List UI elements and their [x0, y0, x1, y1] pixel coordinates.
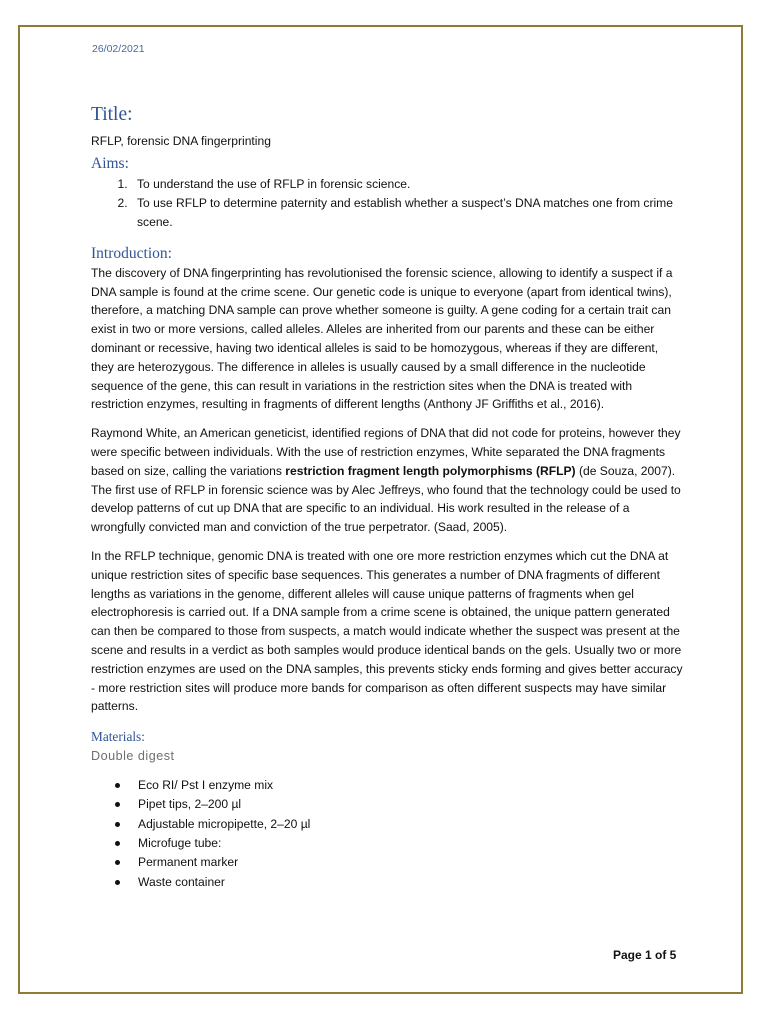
- aims-heading: Aims:: [91, 154, 129, 172]
- introduction-paragraph-2: [91, 424, 683, 537]
- materials-list: [91, 776, 683, 892]
- aims-list: [91, 175, 683, 232]
- introduction-paragraph-3: In the RFLP technique, genomic DNA is treated with one ore more restriction enzymes which cut the DNA at unique restriction sites of specific base sequences. This generates a number of DNA fragments of different lengths as variations in the genome, different alleles will cause unique patterns of fragments when gel electrophoresis is carried out. If a DNA sample from a crime scene is obtained, the unique pattern generated can then be compared to those from suspects, a match would indicate whether the suspect was present at the scene and results in a verdict as both samples would produce identical bands on the gels. Usually two or more restriction enzymes are used on the DNA samples, this prevents sticky ends forming and gives better accuracy - more restriction sites will produce more bands for comparison as often different suspects may have similar patterns.: [91, 548, 683, 714]
- page-number: Page 1 of 5: [613, 948, 677, 962]
- introduction-paragraph-1: The discovery of DNA fingerprinting has revolutionised the forensic science, allowing to identify a suspect if a DNA sample is found at the crime scene. Our genetic code is unique to everyone (apart from identical twins), therefore, a matching DNA sample can prove whether someone is guilty. A gene coding for a certain trait can exist in two or more versions, called alleles. Alleles are inherited from our parents and these can be either dominant or recessive, having two identical alleles is said to be homozygous, whereas if they are different, they are heterozygous. The difference in alleles is usually caused by a small difference in the nucleotide sequence of the gene, this can result in variations in the restriction sites when the DNA is treated with restriction enzymes, resulting in fragments of different lengths (Anthony JF Griffiths et al., 2016).: [91, 265, 673, 412]
- double-digest-subheading: Double digest: [91, 749, 175, 764]
- header-date: 26/02/2021: [92, 43, 145, 55]
- materials-item: Microfuge tube:: [138, 834, 683, 853]
- materials-item: Eco RI/ Pst I enzyme mix: [138, 776, 683, 795]
- materials-item: Permanent marker: [138, 853, 683, 872]
- introduction-heading: Introduction:: [91, 244, 172, 262]
- document-subtitle: RFLP, forensic DNA fingerprinting: [91, 134, 271, 148]
- paragraph-text: Raymond White, an American geneticist, identified regions of DNA that did not code for proteins, however they were specific between individuals. With the use of restriction enzymes, White separated the DNA fragments based on size, calling the variations: [91, 426, 681, 478]
- document-body: [91, 103, 683, 892]
- rflp-term: restriction fragment length polymorphisms (RFLP): [285, 463, 576, 478]
- materials-item: Pipet tips, 2–200 µl: [138, 795, 683, 814]
- title-heading: Title:: [91, 104, 133, 125]
- paragraph-text: (de Souza, 2007). The first use of RFLP in forensic science was by Alec Jeffreys, who found that the technology could be used to develop patterns of cut up DNA that are specific to an individual. His work resulted in the release of a wrongfully convicted man and conviction of the true perpetrator. (Saad, 2005).: [91, 463, 681, 535]
- materials-item: Waste container: [138, 873, 683, 892]
- aims-item: 1. To understand the use of RFLP in forensic science.: [131, 175, 683, 194]
- aims-item: 2. To use RFLP to determine paternity and establish whether a suspect’s DNA matches one from crime scene.: [131, 194, 683, 232]
- materials-item: Adjustable micropipette, 2–20 µl: [138, 815, 683, 834]
- materials-heading: Materials:: [91, 729, 145, 745]
